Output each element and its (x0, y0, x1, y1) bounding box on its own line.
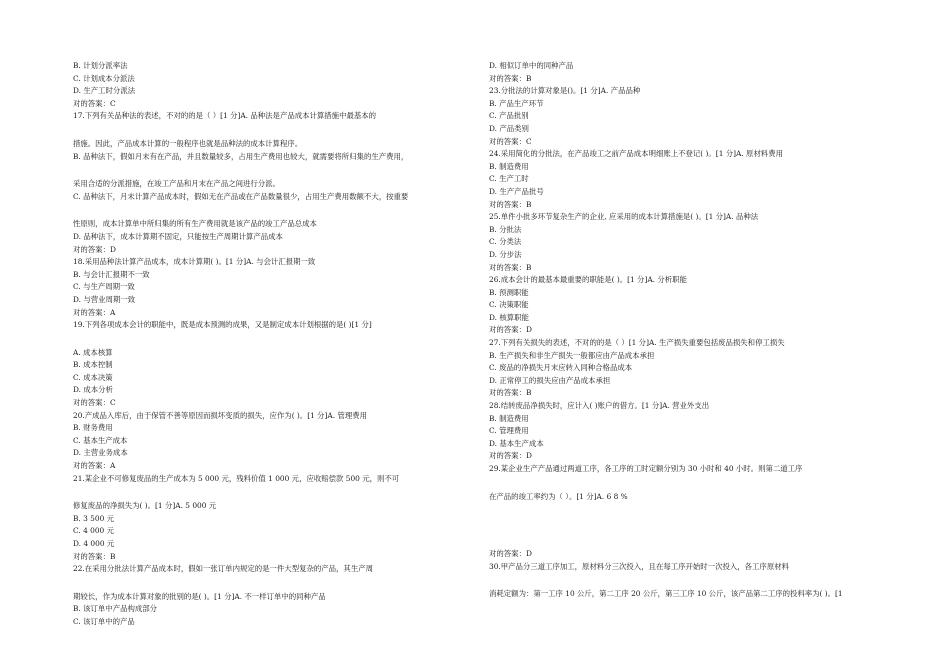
text-line: 27.下列有关损失的表述，不对的的是（ ）[1 分]A. 生产损失重要包括废品损失和停工损失 (489, 338, 785, 348)
left-text-column (73, 60, 473, 629)
text-line: B. 分批法 (489, 224, 522, 234)
text-line: B. 该订单中产品构成部分 (73, 604, 158, 614)
text-line: B. 成本控制 (73, 360, 113, 370)
text-line: D. 4 000 元 (73, 539, 115, 548)
blank-spacer (73, 203, 473, 218)
text-line: 29.某企业生产产品通过两道工序，各工序的工时定额分别为 30 小时和 40 小时。则第二道工序 (489, 464, 803, 473)
text-line: 期较长，作为成本计算对象的批别的是( )。[1 分]A. 不一样订单中的同种产品 (73, 591, 326, 601)
text-line: 对的答案：D (73, 244, 116, 254)
text-line: B. 财务费用 (73, 423, 113, 433)
text-line: 措施。因此，产品成本计算的一般程序也就是品种法的成本计算程序。 (73, 138, 303, 148)
text-line: C. 4 000 元 (73, 526, 114, 536)
text-line: C. 废品的净损失月末应转入同种合格品成本 (489, 363, 633, 373)
blank-spacer (73, 485, 473, 500)
text-line: B. 制造费用 (489, 161, 529, 171)
blank-spacer (489, 533, 909, 548)
text-line: C. 管理费用 (489, 426, 529, 436)
text-line: D. 成本分析 (73, 385, 113, 395)
text-line: C. 基本生产成本 (73, 435, 128, 445)
text-line: D. 品种法下，成本计算期不固定，只能按生产周期计算产品成本 (73, 231, 283, 241)
blank-spacer (73, 163, 473, 178)
text-line: B. 产品生产环节 (489, 98, 544, 108)
text-line: 19.下列各项成本会计的职能中，既是成本预测的成果，又是制定成本计划根据的是( )[1 分] (73, 320, 372, 330)
text-line: D. 主营业务成本 (73, 448, 128, 458)
text-line: C. 成本决策 (73, 372, 113, 382)
text-line: C. 计划成本分派法 (73, 73, 135, 83)
text-line: 21.某企业不可修复废品的生产成本为 5 000 元，残料价值 1 000 元，应收赔偿款 500 元，则不可 (73, 473, 400, 483)
blank-spacer (489, 573, 909, 588)
text-line: B. 品种法下，假如月末有在产品，并且数量较多，占用生产费用也较大，就需要将所归集的生产费用， (73, 151, 409, 161)
blank-spacer (73, 576, 473, 591)
text-line: 对的答案：C (489, 136, 532, 146)
text-line: 对的答案：B (489, 388, 532, 398)
text-line: A. 成本核算 (73, 347, 113, 357)
text-line: 对的答案：B (489, 262, 532, 272)
blank-spacer (73, 332, 473, 347)
text-line: B. 生产损失和非生产损失一般都应由产品成本承担 (489, 350, 655, 360)
text-line: D. 生产产品批号 (489, 186, 544, 196)
blank-spacer (73, 123, 473, 138)
text-line: 对的答案：B (489, 199, 532, 209)
text-line: 对的答案：C (73, 398, 116, 408)
text-line: 在产品的竣工率约为（ ）。[1 分]A. 6 8 % (489, 491, 628, 501)
text-line: D. 核算职能 (489, 312, 529, 322)
text-line: C. 分类法 (489, 237, 522, 247)
text-line: 18.采用品种法计算产品成本，成本计算期( )。[1 分]A. 与会计汇报期一致 (73, 257, 316, 267)
text-line: D. 与营业周期一致 (73, 294, 136, 304)
text-line: C. 产品批别 (489, 111, 529, 121)
text-line: C. 品种法下，月末计算产品成本时，假如无在产品或在产品数量很少，占用生产费用数额不大，按重要 (73, 191, 409, 201)
text-line: 对的答案：C (73, 98, 116, 108)
text-line: C. 与生产周期一致 (73, 282, 135, 292)
text-line: 30.甲产品分三道工序加工，原材料分三次投入，且在每工序开始时一次投入，各工序原材料 (489, 561, 789, 571)
text-line: 对的答案：B (489, 73, 532, 83)
text-line: 26.成本会计的最基本最重要的职能是( )。[1 分]A. 分析职能 (489, 275, 687, 285)
right-text-column (489, 60, 909, 601)
text-line: 对的答案：D (489, 325, 532, 335)
text-line: D. 相似订单中的同种产品 (489, 61, 574, 70)
text-line: D. 分步法 (489, 249, 522, 259)
text-line: 20.产成品入库后，由于保管不善等原因而损坏变质的损失，应作为( )。[1 分]A. 管理费用 (73, 410, 368, 420)
text-line: 性原则，成本计算单中所归集的所有生产费用就是该产品的竣工产品总成本 (73, 219, 317, 229)
text-line: C. 决策职能 (489, 300, 529, 310)
text-line: C. 该订单中的产品 (73, 616, 135, 626)
text-line: B. 预测职能 (489, 287, 529, 297)
text-line: B. 计划分派率法 (73, 61, 128, 70)
text-line: 17.下列有关品种法的表述，不对的的是（ ）[1 分]A. 品种法是产品成本计算措施中最基本的 (73, 111, 377, 121)
text-line: D. 正常停工的损失应由产品成本承担 (489, 375, 611, 385)
text-line: 采用合适的分派措施，在竣工产品和月末在产品之间进行分派。 (73, 179, 280, 189)
text-line: 对的答案：D (489, 549, 532, 559)
text-line: 25.单件小批多环节复杂生产的企业, 应采用的成本计算措施是( )。[1 分]A. 品种法 (489, 212, 759, 222)
blank-spacer (489, 518, 909, 533)
text-line: B. 3 500 元 (73, 513, 115, 523)
text-line: 24.采用简化的分批法，在产品竣工之前产品成本明细账上不登记( )。[1 分]A. 原材料费用 (489, 149, 784, 159)
text-line: B. 制造费用 (489, 413, 529, 423)
text-line: D. 生产工时分派法 (73, 86, 136, 96)
text-line: B. 与会计汇报期不一致 (73, 269, 150, 279)
text-line: 22.在采用分批法计算产品成本时，假如一张订单内规定的是一件大型复杂的产品，其生产周 (73, 564, 373, 574)
blank-spacer (489, 503, 909, 518)
text-line: 23.分批法的计算对象是()。[1 分]A. 产品品种 (489, 86, 641, 96)
text-line: 修复废品的净损失为( )。[1 分]A. 5 000 元 (73, 501, 217, 511)
text-line: 对的答案：A (73, 307, 116, 317)
text-line: 对的答案：B (73, 551, 116, 561)
text-line: 对的答案：A (73, 461, 116, 471)
text-line: 消耗定额为：第一工序 10 公斤，第二工序 20 公斤，第三工序 10 公斤，该产品第二工序的投料率为( )。[1 (489, 589, 843, 599)
blank-spacer (489, 476, 909, 491)
text-line: D. 基本生产成本 (489, 438, 544, 448)
text-line: 28.结转废品净损失时，应计入( )账户的借方。[1 分]A. 营业外支出 (489, 401, 710, 411)
text-line: D. 产品类别 (489, 123, 529, 133)
text-line: 对的答案：D (489, 451, 532, 461)
text-line: C. 生产工时 (489, 174, 529, 184)
